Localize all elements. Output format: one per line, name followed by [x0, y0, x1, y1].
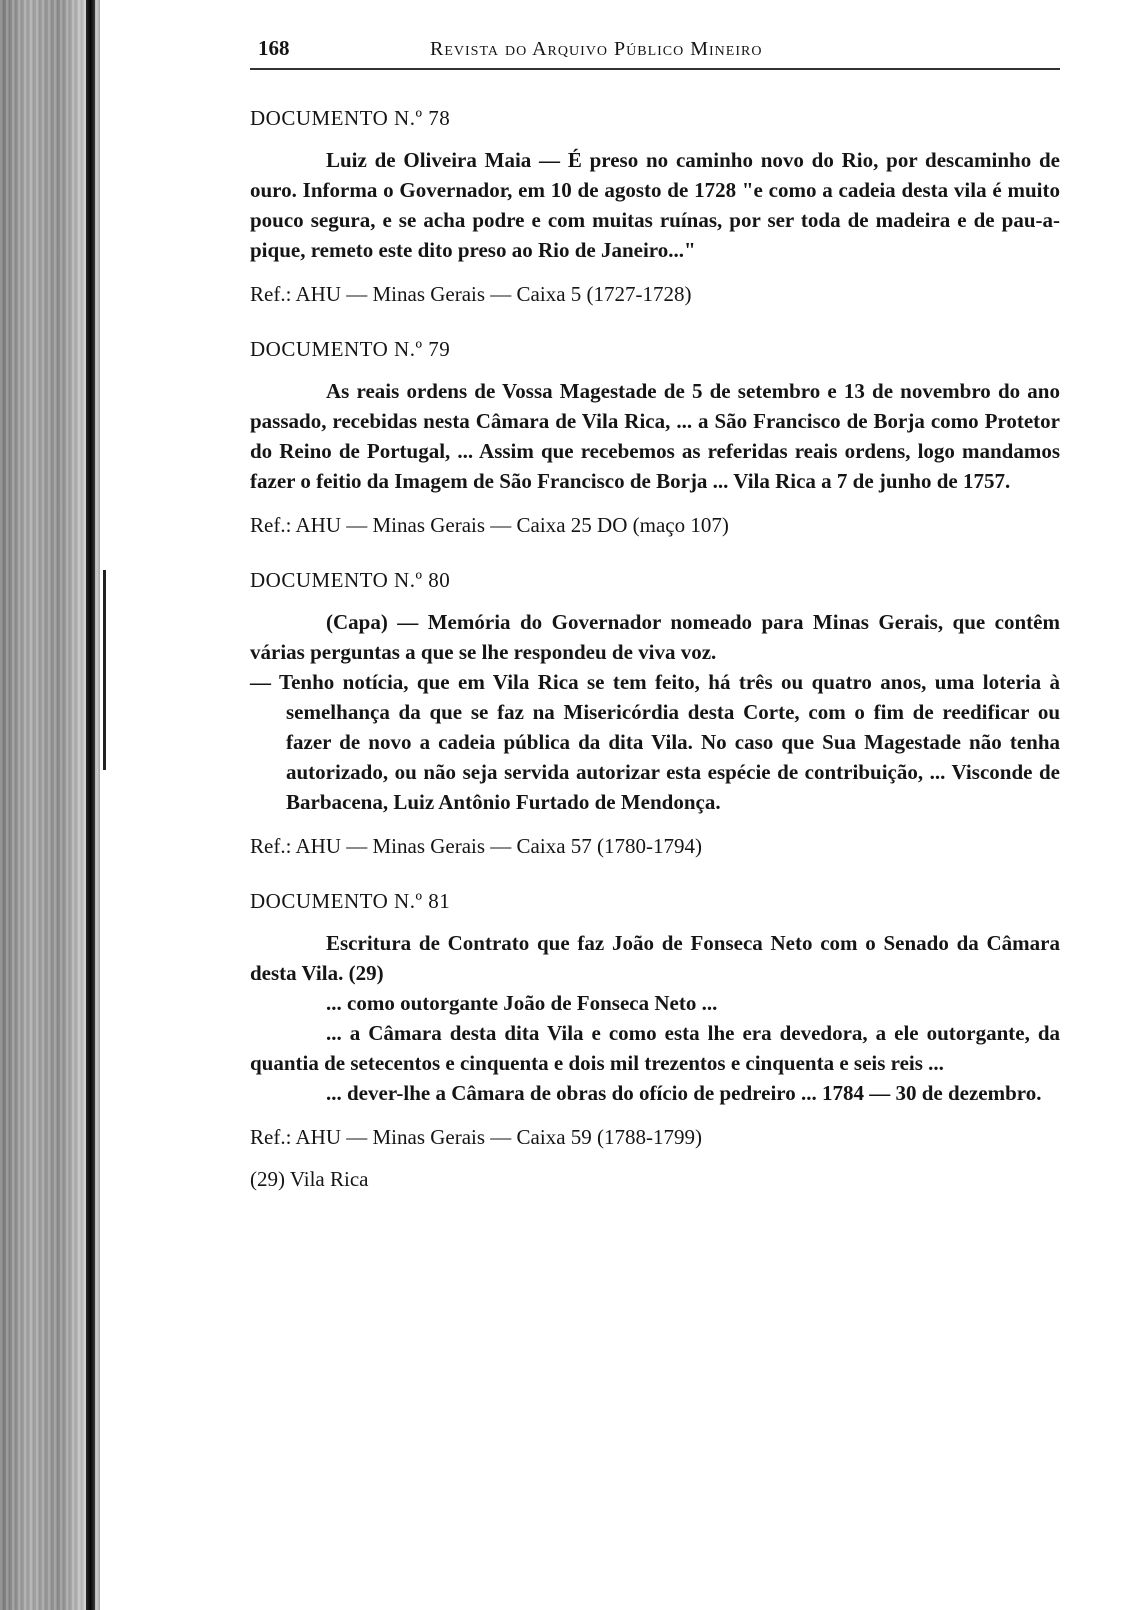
document-paragraph: — Tenho notícia, que em Vila Rica se tem feito, há três ou quatro anos, uma loteria à semelhança da que se faz na Misericórdia desta Corte, com o fim de reedificar ou fazer de novo a cadeia pública da dita Vila. No caso que Sua Magestade não tenha autorizado, ou não seja servida autorizar esta espécie de contribuição, ... Visconde de Barbacena, Luiz Antônio Furtado de Mendonça.	[250, 670, 1060, 814]
book-spine-shadow	[86, 0, 95, 1610]
document-paragraph: Escritura de Contrato que faz João de Fonseca Neto com o Senado da Câmara desta Vila. (29)	[250, 931, 1060, 985]
document-paragraph: ... a Câmara desta dita Vila e como esta lhe era devedora, a ele outorgante, da quantia de setecentos e cinquenta e dois mil trezentos e cinquenta e seis reis ...	[250, 1021, 1060, 1075]
page	[250, 30, 1060, 1590]
document-78	[250, 106, 1060, 309]
document-reference: Ref.: AHU — Minas Gerais — Caixa 25 DO (maço 107)	[250, 513, 729, 537]
document-heading: DOCUMENTO N.º 78	[250, 106, 451, 130]
document-79	[250, 337, 1060, 540]
document-reference: Ref.: AHU — Minas Gerais — Caixa 57 (1780-1794)	[250, 834, 703, 858]
document-81	[250, 889, 1060, 1194]
running-head	[250, 30, 1060, 70]
document-heading: DOCUMENTO N.º 81	[250, 889, 451, 913]
document-paragraph: ... como outorgante João de Fonseca Neto ...	[326, 991, 718, 1015]
document-reference: Ref.: AHU — Minas Gerais — Caixa 5 (1727-1728)	[250, 282, 692, 306]
document-reference: Ref.: AHU — Minas Gerais — Caixa 59 (1788-1799)	[250, 1125, 703, 1149]
running-title: Revista do Arquivo Público Mineiro	[430, 38, 763, 60]
document-80	[250, 568, 1060, 861]
book-spine-mark	[103, 570, 106, 770]
document-heading: DOCUMENTO N.º 80	[250, 568, 451, 592]
page-number: 168	[258, 36, 290, 60]
document-paragraph: (Capa) — Memória do Governador nomeado para Minas Gerais, que contêm várias perguntas a que se lhe respondeu de viva voz.	[250, 610, 1060, 664]
document-paragraph: As reais ordens de Vossa Magestade de 5 de setembro e 13 de novembro do ano passado, recebidas nesta Câmara de Vila Rica, ... a São Francisco de Borja como Protetor do Reino de Portugal, ... Assim que recebemos as referidas reais ordens, logo mandamos fazer o feitio da Imagem de São Francisco de Borja ... Vila Rica a 7 de junho de 1757.	[250, 379, 1060, 493]
document-paragraph: ... dever-lhe a Câmara de obras do ofício de pedreiro ... 1784 — 30 de dezembro.	[326, 1081, 1042, 1105]
document-paragraph: Luiz de Oliveira Maia — É preso no caminho novo do Rio, por descaminho de ouro. Informa o Governador, em 10 de agosto de 1728 "e como a cadeia desta vila é muito pouco segura, e se acha podre e com muitas ruínas, por ser toda de madeira e de pau-a-pique, remeto este dito preso ao Rio de Janeiro..."	[250, 148, 1060, 262]
footnote: (29) Vila Rica	[250, 1167, 369, 1191]
header-rule	[250, 68, 1060, 70]
book-gutter	[0, 0, 100, 1610]
document-heading: DOCUMENTO N.º 79	[250, 337, 451, 361]
